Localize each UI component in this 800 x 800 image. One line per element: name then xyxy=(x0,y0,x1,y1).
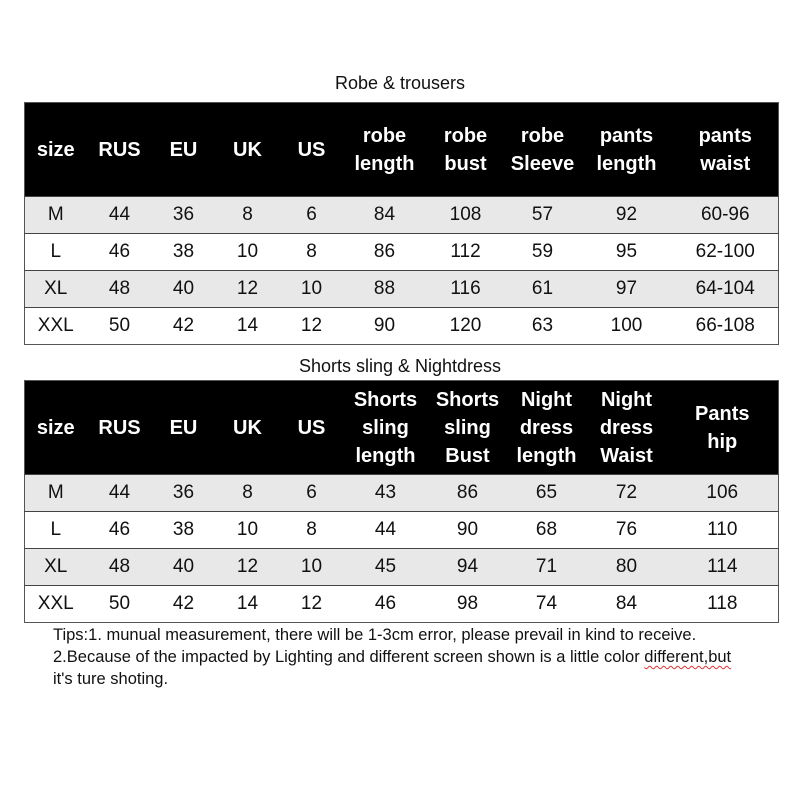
cell: 116 xyxy=(427,271,505,308)
col-header-robe-sleeve: robe Sleeve xyxy=(505,103,581,197)
cell: 6 xyxy=(281,475,343,512)
tips-note xyxy=(53,624,783,690)
col-header-robe-length: robe length xyxy=(343,103,427,197)
cell: 48 xyxy=(87,271,153,308)
cell: 46 xyxy=(87,512,153,549)
cell: 10 xyxy=(281,271,343,308)
cell: 46 xyxy=(87,234,153,271)
robe-trousers-size-table xyxy=(24,102,779,345)
col-header-us: US xyxy=(281,381,343,475)
col-header-size: size xyxy=(25,381,87,475)
col-header-robe-bust: robe bust xyxy=(427,103,505,197)
cell: 43 xyxy=(343,475,429,512)
cell: 40 xyxy=(153,271,215,308)
cell: 36 xyxy=(153,475,215,512)
cell-size: L xyxy=(25,234,87,271)
col-header-eu: EU xyxy=(153,103,215,197)
cell: 36 xyxy=(153,197,215,234)
cell: 90 xyxy=(429,512,507,549)
table-header-row xyxy=(25,103,779,197)
cell: 6 xyxy=(281,197,343,234)
col-header-night-dress-length: Night dress length xyxy=(507,381,587,475)
cell: 108 xyxy=(427,197,505,234)
cell: 61 xyxy=(505,271,581,308)
cell: 50 xyxy=(87,308,153,345)
cell: 42 xyxy=(153,308,215,345)
cell: 118 xyxy=(667,586,779,623)
cell: 10 xyxy=(281,549,343,586)
col-header-us: US xyxy=(281,103,343,197)
cell: 112 xyxy=(427,234,505,271)
cell: 72 xyxy=(587,475,667,512)
cell: 94 xyxy=(429,549,507,586)
cell: 90 xyxy=(343,308,427,345)
table-row xyxy=(25,586,779,623)
cell: 44 xyxy=(87,197,153,234)
cell-size: XXL xyxy=(25,586,87,623)
cell: 46 xyxy=(343,586,429,623)
cell: 88 xyxy=(343,271,427,308)
tips-line-1: Tips:1. munual measurement, there will be 1-3cm error, please prevail in kind to receive. xyxy=(53,626,697,644)
col-header-uk: UK xyxy=(215,381,281,475)
cell-size: L xyxy=(25,512,87,549)
col-header-eu: EU xyxy=(153,381,215,475)
cell: 45 xyxy=(343,549,429,586)
cell: 120 xyxy=(427,308,505,345)
cell: 12 xyxy=(281,308,343,345)
table-row xyxy=(25,271,779,308)
table-row xyxy=(25,234,779,271)
col-header-rus: RUS xyxy=(87,103,153,197)
cell: 100 xyxy=(581,308,673,345)
cell-size: M xyxy=(25,475,87,512)
cell: 8 xyxy=(215,197,281,234)
table-row xyxy=(25,308,779,345)
cell: 84 xyxy=(343,197,427,234)
cell: 64-104 xyxy=(673,271,779,308)
cell: 68 xyxy=(507,512,587,549)
cell: 97 xyxy=(581,271,673,308)
cell-size: XL xyxy=(25,271,87,308)
col-header-uk: UK xyxy=(215,103,281,197)
table-row xyxy=(25,197,779,234)
cell: 63 xyxy=(505,308,581,345)
col-header-size: size xyxy=(25,103,87,197)
cell: 12 xyxy=(281,586,343,623)
table-row xyxy=(25,475,779,512)
cell: 50 xyxy=(87,586,153,623)
cell: 95 xyxy=(581,234,673,271)
cell: 38 xyxy=(153,234,215,271)
col-header-shorts-sling-bust: Shorts sling Bust xyxy=(429,381,507,475)
cell: 42 xyxy=(153,586,215,623)
shorts-nightdress-size-table xyxy=(24,380,779,623)
table1-title: Robe & trousers xyxy=(334,73,466,93)
cell-size: XXL xyxy=(25,308,87,345)
tips-line-2: 2.Because of the impacted by Lighting and different screen shown is a little color different,but xyxy=(53,648,732,666)
cell: 59 xyxy=(505,234,581,271)
cell-size: M xyxy=(25,197,87,234)
cell: 76 xyxy=(587,512,667,549)
table2-title: Shorts sling & Nightdress xyxy=(298,356,502,376)
col-header-rus: RUS xyxy=(87,381,153,475)
col-header-night-dress-waist: Night dress Waist xyxy=(587,381,667,475)
cell: 10 xyxy=(215,234,281,271)
cell: 80 xyxy=(587,549,667,586)
tips-line-3: it's ture shoting. xyxy=(53,670,169,688)
cell: 66-108 xyxy=(673,308,779,345)
cell: 110 xyxy=(667,512,779,549)
cell: 62-100 xyxy=(673,234,779,271)
cell: 84 xyxy=(587,586,667,623)
cell: 92 xyxy=(581,197,673,234)
table-row xyxy=(25,512,779,549)
cell: 8 xyxy=(281,234,343,271)
cell: 44 xyxy=(343,512,429,549)
cell: 38 xyxy=(153,512,215,549)
col-header-pants-waist: pants waist xyxy=(673,103,779,197)
cell: 114 xyxy=(667,549,779,586)
cell: 65 xyxy=(507,475,587,512)
cell: 48 xyxy=(87,549,153,586)
cell: 40 xyxy=(153,549,215,586)
cell: 106 xyxy=(667,475,779,512)
cell: 12 xyxy=(215,271,281,308)
col-header-shorts-sling-length: Shorts sling length xyxy=(343,381,429,475)
cell: 57 xyxy=(505,197,581,234)
cell: 71 xyxy=(507,549,587,586)
cell: 44 xyxy=(87,475,153,512)
cell-size: XL xyxy=(25,549,87,586)
col-header-pants-length: pants length xyxy=(581,103,673,197)
cell: 86 xyxy=(429,475,507,512)
cell: 60-96 xyxy=(673,197,779,234)
cell: 12 xyxy=(215,549,281,586)
cell: 8 xyxy=(281,512,343,549)
cell: 14 xyxy=(215,586,281,623)
cell: 98 xyxy=(429,586,507,623)
cell: 8 xyxy=(215,475,281,512)
cell: 74 xyxy=(507,586,587,623)
cell: 14 xyxy=(215,308,281,345)
table-row xyxy=(25,549,779,586)
table-header-row xyxy=(25,381,779,475)
spellcheck-underline: different,but xyxy=(644,648,732,666)
col-header-pants-hip: Pants hip xyxy=(667,381,779,475)
cell: 10 xyxy=(215,512,281,549)
cell: 86 xyxy=(343,234,427,271)
